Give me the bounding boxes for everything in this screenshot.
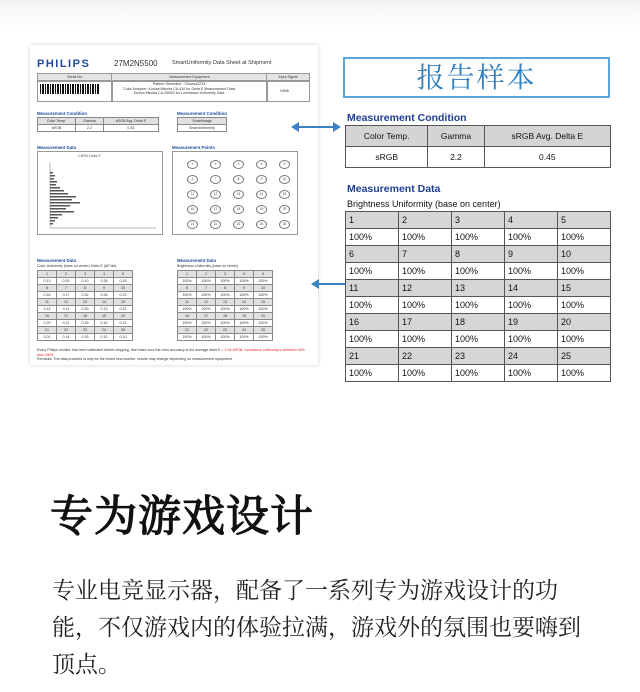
cell: 0.45 bbox=[103, 125, 158, 132]
table-cell: 10 bbox=[558, 246, 611, 263]
table-cell: 0.16 bbox=[95, 320, 114, 327]
table-cell: 0.16 bbox=[76, 320, 95, 327]
table-cell: 16 bbox=[346, 314, 399, 331]
table-cell: 100% bbox=[197, 292, 216, 299]
table-cell: 100% bbox=[558, 331, 611, 348]
table-cell: 0.10 bbox=[114, 334, 133, 341]
table-cell: 100% bbox=[505, 229, 558, 246]
table-cell: 100% bbox=[178, 278, 197, 285]
table-cell: 23 bbox=[76, 327, 95, 334]
table-row bbox=[178, 313, 273, 320]
point: 18 bbox=[233, 205, 244, 214]
mini-condition-table bbox=[37, 117, 159, 132]
table-cell: 18 bbox=[76, 313, 95, 320]
point: 3 bbox=[233, 160, 244, 169]
table-cell: 19 bbox=[235, 313, 254, 320]
point: 4 bbox=[256, 160, 267, 169]
table-cell: 100% bbox=[254, 306, 273, 313]
table-cell: 22 bbox=[399, 348, 452, 365]
table-row bbox=[346, 263, 611, 280]
table-cell: 100% bbox=[216, 292, 235, 299]
table-cell: 100% bbox=[254, 278, 273, 285]
table-cell: 0.30 bbox=[76, 306, 95, 313]
table-cell: 6 bbox=[178, 285, 197, 292]
table-cell: 0.10 bbox=[76, 278, 95, 285]
table-row bbox=[346, 212, 611, 229]
note-remarks: Remarks: The data provided is only for the brand new monitor, results may change depending on measurement equipment. bbox=[37, 357, 233, 362]
bright-title: Measurement Data bbox=[177, 258, 217, 263]
table-cell: 0.21 bbox=[114, 306, 133, 313]
table-cell: 100% bbox=[558, 365, 611, 382]
measurement-points bbox=[172, 151, 298, 235]
point: 8 bbox=[233, 175, 244, 184]
cell: Color Temp. bbox=[346, 126, 428, 147]
point: 13 bbox=[233, 190, 244, 199]
table-cell: 100% bbox=[346, 297, 399, 314]
table-cell: 100% bbox=[558, 229, 611, 246]
cell: SmartUniformity bbox=[178, 125, 227, 132]
table-cell: 0.32 bbox=[76, 292, 95, 299]
table-cell: 24 bbox=[95, 327, 114, 334]
table-cell: 100% bbox=[216, 278, 235, 285]
table-cell: 13 bbox=[452, 280, 505, 297]
table-cell: 9 bbox=[505, 246, 558, 263]
cell: Gamma bbox=[76, 118, 104, 125]
table-cell: 21 bbox=[178, 327, 197, 334]
table-cell: 0.01 bbox=[38, 334, 57, 341]
table-cell: 2 bbox=[399, 212, 452, 229]
table-cell: 100% bbox=[216, 306, 235, 313]
equipment-line: Konica Minolta CA-2500S for Luminance Uniformity Data bbox=[133, 91, 225, 96]
table-cell: 100% bbox=[346, 263, 399, 280]
table-cell: 25 bbox=[114, 327, 133, 334]
table-row bbox=[38, 299, 133, 306]
table-cell: 7 bbox=[399, 246, 452, 263]
table-cell: 0.17 bbox=[57, 292, 76, 299]
table-cell: 0.16 bbox=[38, 292, 57, 299]
table-cell: 1 bbox=[178, 271, 197, 278]
point: 1 bbox=[187, 160, 198, 169]
chart-label: CIE94 Delta E bbox=[78, 154, 101, 158]
table-cell: 100% bbox=[399, 331, 452, 348]
table-cell: 100% bbox=[235, 278, 254, 285]
table-cell: 100% bbox=[178, 292, 197, 299]
table-cell: 5 bbox=[114, 271, 133, 278]
table-cell: 100% bbox=[254, 320, 273, 327]
table-row bbox=[346, 297, 611, 314]
data-title: Measurement Data bbox=[37, 145, 77, 150]
point: 25 bbox=[279, 220, 290, 229]
input-signal-value: HDMI bbox=[280, 89, 290, 93]
point: 20 bbox=[279, 205, 290, 214]
serial-header: Serial No. bbox=[37, 73, 113, 82]
table-cell: 4 bbox=[95, 271, 114, 278]
mini-mode-table bbox=[177, 117, 227, 132]
table-cell: 100% bbox=[452, 331, 505, 348]
table-cell: 0.33 bbox=[76, 334, 95, 341]
equipment-line: Pattern Generator : Chroma2233 bbox=[152, 82, 206, 86]
table-cell: 11 bbox=[178, 299, 197, 306]
table-cell: 24 bbox=[235, 327, 254, 334]
table-cell: 7 bbox=[57, 285, 76, 292]
zoom-data-title: Measurement Data bbox=[347, 183, 441, 195]
zoom-data-subtitle: Brightness Uniformity (base on center) bbox=[347, 199, 501, 209]
table-cell: 0.20 bbox=[57, 278, 76, 285]
table-cell: 100% bbox=[399, 365, 452, 382]
table-row bbox=[346, 314, 611, 331]
table-row bbox=[38, 271, 133, 278]
top-strip bbox=[0, 0, 640, 30]
equipment-header: Measurement Equipment bbox=[111, 73, 268, 82]
table-cell: 100% bbox=[399, 229, 452, 246]
table-cell: 10 bbox=[254, 285, 273, 292]
table-cell: 4 bbox=[505, 212, 558, 229]
table-cell: 10 bbox=[114, 285, 133, 292]
table-cell: 17 bbox=[399, 314, 452, 331]
table-cell: 25 bbox=[254, 327, 273, 334]
table-cell: 20 bbox=[254, 313, 273, 320]
table-cell: 2 bbox=[197, 271, 216, 278]
table-cell: 0.13 bbox=[38, 278, 57, 285]
table-cell: 17 bbox=[197, 313, 216, 320]
table-cell: 2 bbox=[57, 271, 76, 278]
table-cell: 0.26 bbox=[95, 278, 114, 285]
table-cell: 100% bbox=[505, 365, 558, 382]
mini-bright-table bbox=[177, 270, 273, 341]
table-row bbox=[178, 292, 273, 299]
table-cell: 9 bbox=[95, 285, 114, 292]
table-cell: 12 bbox=[399, 280, 452, 297]
cell: sRGB bbox=[346, 147, 428, 168]
mini-color-unif-table bbox=[37, 270, 133, 341]
table-cell: 6 bbox=[38, 285, 57, 292]
table-cell: 0.23 bbox=[114, 292, 133, 299]
table-cell: 22 bbox=[197, 327, 216, 334]
table-cell: 14 bbox=[505, 280, 558, 297]
zoom-condition-title: Measurement Condition bbox=[347, 112, 467, 124]
table-cell: 100% bbox=[216, 334, 235, 341]
table-row bbox=[178, 320, 273, 327]
table-row bbox=[38, 278, 133, 285]
table-cell: 100% bbox=[235, 334, 254, 341]
table-cell: 11 bbox=[38, 299, 57, 306]
table-cell: 100% bbox=[558, 263, 611, 280]
mode-title: Measurement Condition bbox=[177, 111, 228, 116]
table-cell: 6 bbox=[346, 246, 399, 263]
table-row bbox=[178, 285, 273, 292]
point: 7 bbox=[210, 175, 221, 184]
table-cell: 100% bbox=[346, 331, 399, 348]
table-cell: 3 bbox=[452, 212, 505, 229]
cell: sRGB Avg. Delta E bbox=[484, 126, 610, 147]
table-cell: 100% bbox=[558, 297, 611, 314]
table-cell: 19 bbox=[505, 314, 558, 331]
point: 11 bbox=[187, 190, 198, 199]
table-row bbox=[346, 280, 611, 297]
table-cell: 0.20 bbox=[38, 320, 57, 327]
table-cell: 3 bbox=[216, 271, 235, 278]
color-unif-subtitle: Color Uniformity (base on center) Delta E (ΔE*ab) bbox=[37, 264, 117, 268]
point: 23 bbox=[233, 220, 244, 229]
table-row bbox=[178, 306, 273, 313]
table-cell: 100% bbox=[197, 334, 216, 341]
model-number: 27M2N5500 bbox=[114, 59, 158, 68]
table-cell: 100% bbox=[178, 334, 197, 341]
note-highlight: < 2 for sRGB. Luminance uniformity is between 94% and 106%. bbox=[37, 348, 305, 357]
point: 10 bbox=[279, 175, 290, 184]
table-cell: 21 bbox=[38, 327, 57, 334]
table-cell: 13 bbox=[76, 299, 95, 306]
table-row bbox=[38, 320, 133, 327]
table-cell: 11 bbox=[346, 280, 399, 297]
table-cell: 14 bbox=[95, 299, 114, 306]
bright-subtitle: Brightness Uniformity (base on center) bbox=[177, 264, 239, 268]
table-cell: 100% bbox=[346, 229, 399, 246]
table-cell: 12 bbox=[197, 299, 216, 306]
table-cell: 100% bbox=[399, 263, 452, 280]
table-row bbox=[38, 313, 133, 320]
double-arrow-icon bbox=[298, 126, 334, 128]
cell: 0.45 bbox=[484, 147, 610, 168]
table-cell: 3 bbox=[76, 271, 95, 278]
table-cell: 5 bbox=[254, 271, 273, 278]
brightness-uniformity-table bbox=[345, 211, 611, 382]
table-row bbox=[346, 348, 611, 365]
table-cell: 100% bbox=[505, 331, 558, 348]
point: 22 bbox=[210, 220, 221, 229]
table-cell: 100% bbox=[452, 229, 505, 246]
table-row bbox=[38, 292, 133, 299]
point: 19 bbox=[256, 205, 267, 214]
zoom-condition-table bbox=[345, 125, 611, 168]
section-body: 专业电竞显示器，配备了一系列专为游戏设计的功能，不仅游戏内的体验拉满，游戏外的氛围也要嗨到顶点。 bbox=[52, 578, 581, 678]
table-cell: 100% bbox=[452, 263, 505, 280]
table-cell: 20 bbox=[558, 314, 611, 331]
table-cell: 15 bbox=[254, 299, 273, 306]
cell: 2.2 bbox=[76, 125, 104, 132]
barcode bbox=[40, 84, 100, 94]
table-row bbox=[38, 306, 133, 313]
point: 9 bbox=[256, 175, 267, 184]
point: 12 bbox=[210, 190, 221, 199]
table-cell: 100% bbox=[346, 365, 399, 382]
brand-logo: PHILIPS bbox=[37, 58, 91, 70]
table-cell: 4 bbox=[235, 271, 254, 278]
table-cell: 1 bbox=[38, 271, 57, 278]
delta-e-chart bbox=[37, 151, 163, 235]
point: 17 bbox=[210, 205, 221, 214]
points-title: Measurement Points bbox=[172, 145, 215, 150]
table-cell: 0.13 bbox=[95, 306, 114, 313]
table-row bbox=[38, 334, 133, 341]
table-cell: 100% bbox=[235, 306, 254, 313]
table-cell: 15 bbox=[558, 280, 611, 297]
point: 6 bbox=[187, 175, 198, 184]
equipment-line: Color Analyzer: Konica Minolta CA-410 for Delta E Measurement Data bbox=[123, 86, 235, 91]
cell: Color Temp. bbox=[38, 118, 76, 125]
table-cell: 100% bbox=[505, 263, 558, 280]
report-thumbnail bbox=[30, 45, 318, 365]
table-row bbox=[178, 334, 273, 341]
table-cell: 22 bbox=[57, 327, 76, 334]
table-cell: 23 bbox=[452, 348, 505, 365]
table-row bbox=[178, 271, 273, 278]
point: 2 bbox=[210, 160, 221, 169]
table-row bbox=[178, 327, 273, 334]
cell: Gamma bbox=[428, 126, 484, 147]
table-cell: 25 bbox=[558, 348, 611, 365]
table-cell: 9 bbox=[235, 285, 254, 292]
table-cell: 21 bbox=[346, 348, 399, 365]
table-cell: 100% bbox=[216, 320, 235, 327]
section-heading: 专为游戏设计 bbox=[50, 492, 314, 542]
table-row bbox=[178, 278, 273, 285]
table-cell: 19 bbox=[95, 313, 114, 320]
table-cell: 100% bbox=[254, 292, 273, 299]
table-cell: 100% bbox=[197, 278, 216, 285]
note-text: Every Philips monitor has been calibrated before shipping, that make sure the color accuracy is the average delta E bbox=[37, 348, 221, 352]
cell: sRGB Avg. Delta E bbox=[103, 118, 158, 125]
sample-report-stamp: 报告样本 bbox=[343, 57, 610, 98]
table-cell: 100% bbox=[505, 297, 558, 314]
table-cell: 100% bbox=[178, 320, 197, 327]
table-cell: 20 bbox=[114, 313, 133, 320]
table-cell: 100% bbox=[399, 297, 452, 314]
table-cell: 8 bbox=[216, 285, 235, 292]
input-header: Input Signal bbox=[266, 73, 310, 82]
table-cell: 24 bbox=[505, 348, 558, 365]
table-cell: 5 bbox=[558, 212, 611, 229]
cell: 2.2 bbox=[428, 147, 484, 168]
equipment-text bbox=[114, 82, 244, 96]
table-row bbox=[38, 285, 133, 292]
table-cell: 100% bbox=[197, 320, 216, 327]
condition-title: Measurement Condition bbox=[37, 111, 88, 116]
color-unif-title: Measurement Data bbox=[37, 258, 77, 263]
table-row bbox=[178, 299, 273, 306]
table-cell: 100% bbox=[235, 292, 254, 299]
table-cell: 17 bbox=[57, 313, 76, 320]
table-row bbox=[38, 327, 133, 334]
point: 14 bbox=[256, 190, 267, 199]
table-cell: 18 bbox=[452, 314, 505, 331]
table-cell: 100% bbox=[452, 365, 505, 382]
table-cell: 16 bbox=[38, 313, 57, 320]
table-cell: 18 bbox=[216, 313, 235, 320]
table-cell: 0.11 bbox=[57, 306, 76, 313]
table-cell: 100% bbox=[235, 320, 254, 327]
table-row bbox=[346, 331, 611, 348]
table-cell: 100% bbox=[254, 334, 273, 341]
table-cell: 8 bbox=[76, 285, 95, 292]
table-row bbox=[346, 246, 611, 263]
table-cell: 100% bbox=[452, 297, 505, 314]
cell: sRGB bbox=[38, 125, 76, 132]
table-cell: 0.10 bbox=[95, 334, 114, 341]
table-row bbox=[346, 229, 611, 246]
point: 15 bbox=[279, 190, 290, 199]
table-cell: 0.21 bbox=[114, 320, 133, 327]
table-cell: 8 bbox=[452, 246, 505, 263]
point: 24 bbox=[256, 220, 267, 229]
cell: SmartImage bbox=[178, 118, 227, 125]
table-cell: 23 bbox=[216, 327, 235, 334]
table-cell: 14 bbox=[235, 299, 254, 306]
table-cell: 15 bbox=[114, 299, 133, 306]
table-row bbox=[346, 365, 611, 382]
table-cell: 0.21 bbox=[57, 320, 76, 327]
delta-e-bars bbox=[38, 152, 162, 234]
table-cell: 100% bbox=[178, 306, 197, 313]
table-cell: 0.12 bbox=[38, 306, 57, 313]
table-cell: 0.26 bbox=[95, 292, 114, 299]
point: 21 bbox=[187, 220, 198, 229]
table-cell: 1 bbox=[346, 212, 399, 229]
table-cell: 0.14 bbox=[57, 334, 76, 341]
point: 16 bbox=[187, 205, 198, 214]
table-cell: 16 bbox=[178, 313, 197, 320]
table-cell: 12 bbox=[57, 299, 76, 306]
table-cell: 7 bbox=[197, 285, 216, 292]
report-note bbox=[37, 348, 307, 362]
table-cell: 100% bbox=[197, 306, 216, 313]
table-cell: 0.19 bbox=[114, 278, 133, 285]
point: 5 bbox=[279, 160, 290, 169]
report-title: SmartUniformity Data Sheet at Shipment bbox=[172, 60, 272, 66]
table-cell: 13 bbox=[216, 299, 235, 306]
